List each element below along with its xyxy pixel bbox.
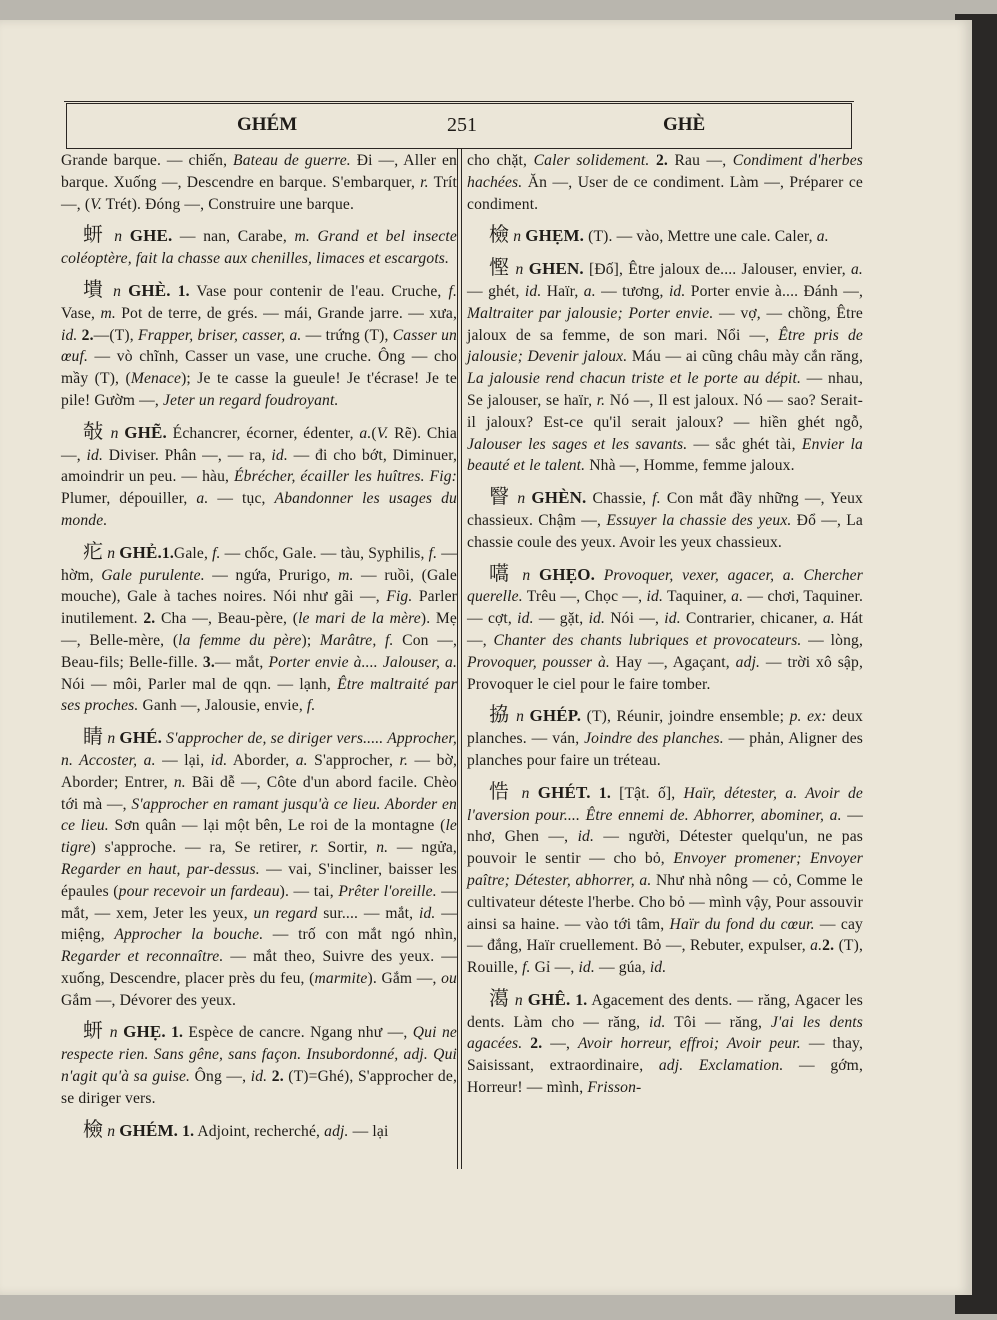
- definition-text: — ngứa, Prurigo,: [204, 566, 339, 584]
- definition-text: Gắm —, Dévorer des yeux.: [61, 991, 237, 1009]
- italic-definition: f.: [212, 544, 221, 562]
- definition-text: —(T),: [93, 326, 139, 344]
- definition-text: Đổ —, La chassie coule des yeux. Avoir les yeux chassieux.: [467, 511, 864, 551]
- definition-text: );: [301, 631, 320, 649]
- definition-text: Bãi dễ —, Côte d'un abord facile. Chèo tới mà —,: [61, 773, 458, 813]
- italic-definition: Être maltraité par ses proches.: [61, 675, 457, 715]
- chinese-character: 敧: [83, 418, 105, 443]
- italic-definition: r.: [596, 391, 606, 409]
- continued-text: [467, 150, 863, 215]
- italic-definition: Avoir horreur, effroi; Avoir peur.: [577, 1035, 801, 1053]
- italic-definition: id.: [419, 904, 436, 922]
- definition-text: ). Mẹ —, Belle-mère, (: [61, 610, 457, 649]
- dictionary-entry: [467, 486, 863, 553]
- part-of-speech: n: [517, 490, 526, 508]
- sense-number: 2.: [522, 1035, 543, 1053]
- definition-text: — gúa,: [594, 959, 650, 977]
- italic-definition: p. ex:: [789, 708, 827, 726]
- definition-text: Ăn —, User de ce condiment. Làm —, Préparer ce condiment.: [467, 173, 863, 213]
- chinese-character: 蚈: [83, 1018, 105, 1043]
- sense-number: 2.: [649, 152, 668, 169]
- italic-definition: a.: [810, 937, 823, 955]
- headword: GHẸO.: [539, 564, 596, 584]
- definition-text: —,: [542, 1035, 578, 1053]
- definition-text: — nan, Carabe,: [172, 228, 295, 246]
- definition-text: — mắt, — xem, Jeter les yeux,: [61, 882, 458, 922]
- italic-definition: Maltraiter par jalousie; Porter envie.: [467, 304, 714, 322]
- italic-definition: a.: [731, 588, 744, 606]
- italic-definition: f.: [428, 544, 438, 562]
- dictionary-entry: [467, 560, 864, 696]
- sense-number: 2.: [77, 326, 94, 344]
- dictionary-entry: [467, 224, 863, 248]
- chinese-character: 檢: [489, 222, 510, 247]
- sense-number: 1.: [590, 784, 611, 802]
- definition-text: — chơi, Taquiner. — cợt,: [467, 588, 863, 628]
- definition-text: cho chặt,: [467, 152, 534, 169]
- headword: GHE.: [129, 226, 173, 246]
- italic-definition: ou: [441, 969, 458, 987]
- definition-text: Rẽ). Chia —,: [61, 424, 457, 464]
- definition-text: — ngửa,: [388, 839, 457, 857]
- definition-text: — trứng (T),: [301, 326, 393, 344]
- definition-text: Trít —, (: [61, 173, 457, 213]
- italic-definition: r.: [310, 839, 319, 857]
- sense-number: 1.: [178, 1122, 195, 1140]
- part-of-speech: n: [522, 566, 531, 584]
- sense-number: 1.: [170, 282, 190, 300]
- italic-definition: n.: [376, 839, 389, 857]
- italic-definition: Casser un œuf.: [61, 326, 458, 366]
- italic-definition: Haïr du fond du cœur.: [669, 915, 815, 933]
- definition-text: S'approcher,: [307, 751, 400, 769]
- dictionary-entry: [467, 985, 863, 1099]
- definition-text: Máu — ai cũng châu mày cắn răng,: [627, 348, 863, 366]
- right-column: [467, 150, 863, 1108]
- italic-definition: Condiment d'herbes hachées.: [467, 152, 863, 191]
- definition-text: — tương,: [595, 282, 669, 300]
- definition-text: Contrarier, chicaner,: [680, 610, 823, 628]
- italic-definition: f.: [448, 282, 457, 300]
- definition-text: Porter envie à.... Đánh —,: [685, 282, 864, 300]
- definition-text: Nói —,: [605, 610, 665, 628]
- italic-definition: a.: [359, 424, 372, 442]
- italic-definition: Essuyer la chassie des yeux.: [606, 511, 792, 529]
- headword: GHÉM.: [119, 1120, 179, 1140]
- italic-definition: La jalousie rend chacun triste et le porte au dépit.: [467, 370, 802, 388]
- italic-definition: abhorrer, a.: [575, 871, 652, 889]
- italic-definition: id.: [250, 1068, 268, 1086]
- definition-text: Hay —, Agaçant,: [609, 653, 736, 671]
- chinese-character: 墤: [83, 276, 107, 301]
- definition-text: Gỉ —,: [530, 959, 579, 977]
- definition-text: sur.... — mắt,: [317, 904, 419, 922]
- definition-text: Diviser. Phân —, — ra,: [103, 446, 272, 464]
- dictionary-entry: [467, 704, 863, 771]
- italic-definition: Frisson-: [587, 1079, 642, 1097]
- part-of-speech: n: [516, 708, 525, 726]
- definition-text: ) s'approche. — ra, Se retirer,: [90, 839, 311, 857]
- italic-definition: a.: [822, 610, 835, 628]
- italic-definition: marmite: [314, 969, 368, 987]
- headword: GHÉP.: [529, 706, 582, 726]
- definition-text: Đi —, Aller en barque. Xuống —, Descendre en barque. S'embarquer,: [61, 152, 457, 191]
- italic-definition: a.: [583, 282, 596, 300]
- italic-definition: Gale purulente.: [101, 566, 205, 584]
- headword: GHÈN.: [531, 488, 587, 508]
- definition-text: Rau —,: [667, 152, 733, 169]
- italic-definition: Abandonner les usages du monde.: [61, 490, 457, 529]
- definition-text: Hát —,: [467, 610, 863, 649]
- definition-text: — bờ, Aborder; Entrer,: [61, 751, 458, 791]
- part-of-speech: n: [513, 228, 522, 246]
- continued-text: [61, 150, 457, 215]
- italic-definition: Regarder en haut, par-dessus.: [61, 860, 260, 878]
- italic-definition: r.: [420, 173, 429, 191]
- italic-definition: Provoquer, pousser à.: [467, 653, 610, 671]
- definition-text: — thay, Saisissant, extraordinaire,: [467, 1035, 863, 1075]
- dictionary-entry: [467, 257, 863, 477]
- definition-text: Vase pour contenir de l'eau. Cruche,: [189, 282, 449, 300]
- definition-text: Grande barque. — chiến,: [61, 152, 234, 169]
- italic-definition: id.: [646, 588, 664, 606]
- definition-text: — cay — đắng, Haïr cruellement. Bỏ —, Rebuter, expulser,: [467, 915, 863, 955]
- italic-definition: Ébrécher, écailler les huîtres. Fig:: [233, 468, 457, 486]
- italic-definition: id.: [664, 610, 681, 628]
- italic-definition: le mari de la mère: [298, 610, 421, 628]
- italic-definition: Envier la beauté et le talent.: [467, 435, 863, 475]
- definition-text: — sắc ghét tài,: [687, 435, 802, 453]
- definition-text: — miệng,: [61, 904, 458, 944]
- definition-text: Pot de terre, de grés. — mái, Grande jarre. — xưa,: [115, 304, 458, 322]
- italic-definition: a.: [850, 261, 863, 279]
- definition-text: Trêu —, Chọc —,: [522, 588, 647, 606]
- headword: GHẸ.: [123, 1022, 166, 1042]
- headword: GHẺ.: [119, 542, 162, 562]
- definition-text: ). Gắm —,: [367, 969, 442, 987]
- running-header: [66, 103, 852, 149]
- italic-definition: id.: [588, 610, 606, 628]
- italic-definition: m.: [338, 566, 354, 584]
- italic-definition: id.: [86, 446, 104, 464]
- italic-definition: V.: [376, 424, 389, 442]
- definition-text: — trố con mắt ngó nhìn,: [263, 926, 457, 944]
- definition-text: Haïr,: [541, 282, 584, 300]
- part-of-speech: n: [110, 424, 119, 442]
- definition-text: Sơn quân — lại một bên, Le roi de la montagne (: [108, 817, 446, 835]
- definition-text: — gặt,: [533, 610, 589, 628]
- italic-definition: m.: [100, 304, 116, 322]
- definition-text: — lòng,: [801, 631, 864, 649]
- italic-definition: S'approcher en ramant jusqu'à ce lieu. Aborder en ce lieu.: [61, 795, 457, 835]
- dictionary-entry: [61, 276, 458, 412]
- definition-text: Parler inutilement.: [61, 588, 457, 628]
- definition-text: Ganh —, Jalousie, envie,: [138, 697, 307, 715]
- chinese-character: 嚆: [489, 560, 514, 585]
- sense-number: 1.: [570, 991, 588, 1009]
- chinese-character: 悎: [489, 778, 514, 803]
- italic-definition: f.: [652, 490, 661, 508]
- header-last-word: GHÈ: [663, 114, 706, 135]
- chinese-character: 慳: [489, 255, 511, 280]
- part-of-speech: n: [107, 1122, 116, 1140]
- part-of-speech: n: [107, 730, 116, 748]
- chinese-character: 疕: [83, 538, 104, 563]
- definition-text: Tôi — răng,: [665, 1013, 771, 1031]
- sense-number: 2.: [822, 937, 835, 955]
- headword: GHẼ.: [124, 422, 167, 442]
- italic-definition: adj.: [324, 1122, 349, 1140]
- definition-text: (T), Rouille,: [467, 937, 863, 977]
- part-of-speech: n: [109, 1024, 118, 1042]
- italic-definition: id.: [668, 282, 686, 300]
- italic-definition: un regard: [253, 904, 318, 922]
- definition-text: Agacement des dents. — răng, Agacer les dents. Làm cho — răng,: [467, 991, 863, 1031]
- definition-text: Trét). Đóng —, Construire une barque.: [101, 195, 355, 213]
- definition-text: — tục,: [208, 490, 275, 508]
- definition-text: Sortir,: [318, 839, 377, 857]
- column-divider: [457, 149, 462, 1169]
- headword: GHẸM.: [525, 226, 585, 246]
- italic-definition: Haïr, détester, a. Avoir de l'aversion pour.... Être ennemi de. Abhorrer, abominer, a.: [467, 784, 863, 824]
- italic-definition: a.: [816, 228, 829, 246]
- chinese-character: 蚈: [83, 222, 107, 247]
- definition-text: deux planches. — ván,: [467, 708, 863, 748]
- definition-text: Nói — môi, Parler mal de qqn. — lạnh,: [61, 675, 338, 693]
- italic-definition: Approcher la bouche.: [114, 926, 264, 944]
- definition-text: Plumer, dépouiller,: [61, 490, 197, 508]
- definition-text: — mắt,: [214, 653, 269, 671]
- definition-text: — hờm,: [61, 544, 457, 584]
- chinese-character: 檢: [83, 1116, 104, 1141]
- left-column: [61, 150, 457, 1151]
- headword: GHÊ.: [527, 989, 571, 1009]
- definition-text: — chốc, Gale. — tàu, Syphilis,: [220, 544, 429, 562]
- italic-definition: adj.: [735, 653, 761, 671]
- definition-text: Adjoint, recherché,: [194, 1122, 325, 1140]
- part-of-speech: n: [107, 544, 116, 562]
- definition-text: — lại: [348, 1122, 389, 1140]
- definition-text: Taquiner,: [663, 588, 732, 606]
- part-of-speech: n: [113, 282, 122, 300]
- dictionary-entry: [61, 418, 457, 532]
- definition-text: Cha —, Beau-père, (: [155, 610, 299, 628]
- headword: GHEN.: [528, 259, 584, 279]
- italic-definition: Qui ne respecte rien. Sans gêne, sans façon. Insubordonné, adj. Qui n'agit qu'à sa guise.: [61, 1024, 457, 1086]
- definition-text: (: [371, 424, 377, 442]
- italic-definition: id.: [271, 446, 288, 464]
- definition-text: Nhà —, Homme, femme jaloux.: [585, 457, 795, 475]
- italic-definition: id.: [517, 610, 534, 628]
- sense-number: 3.: [202, 653, 215, 671]
- definition-text: Nó —, Il est jaloux. Nó — sao? Serait-il jaloux? Est-ce qu'il serait jaloux? — hiền ghét ngỗ,: [467, 391, 863, 431]
- italic-definition: Être pris de jalousie; Devenir jaloux.: [467, 326, 863, 366]
- italic-definition: r.: [399, 751, 409, 769]
- definition-text: — gớm, Horreur! — mình,: [467, 1057, 863, 1097]
- headword: GHÈ.: [128, 280, 171, 300]
- headword: GHÉT.: [537, 782, 591, 802]
- definition-text: — nhơ, Ghen —,: [467, 806, 863, 846]
- italic-definition: la femme du père: [178, 631, 302, 649]
- definition-text: — ghét,: [467, 282, 525, 300]
- definition-text: Ông —,: [190, 1068, 251, 1086]
- definition-text: ); Je te casse la gueule! Je t'écrase! Je te pile! Gườm —,: [61, 370, 457, 409]
- italic-definition: Fig.: [386, 588, 413, 606]
- italic-definition: pour recevoir un fardeau: [118, 882, 280, 900]
- headword: GHÉ.: [119, 728, 163, 748]
- dictionary-entry: [61, 726, 457, 1011]
- sense-number: 1.: [161, 544, 174, 562]
- definition-text: Aborder,: [227, 751, 296, 769]
- definition-text: — nhau, Se jalouser, se haïr,: [467, 370, 863, 409]
- italic-definition: Marâtre, f.: [319, 631, 394, 649]
- definition-text: Chassie,: [586, 490, 653, 508]
- definition-text: (T). — vào, Mettre une cale. Caler,: [584, 228, 817, 246]
- italic-definition: id.: [210, 751, 228, 769]
- italic-definition: Jeter un regard foudroyant.: [162, 391, 339, 409]
- italic-definition: id.: [649, 959, 667, 977]
- italic-definition: adj. Exclamation.: [658, 1057, 784, 1075]
- italic-definition: Menace: [130, 370, 182, 388]
- italic-definition: Porter envie à.... Jalouser, a.: [268, 653, 458, 671]
- italic-definition: Bateau de guerre.: [233, 152, 351, 169]
- part-of-speech: n: [515, 261, 524, 279]
- italic-definition: Chanter des chants lubriques et provocateurs.: [493, 631, 802, 649]
- definition-text: Con —, Beau-fils; Belle-fille.: [61, 631, 458, 671]
- italic-definition: id.: [524, 282, 542, 300]
- italic-definition: m. Grand et bel insecte coléoptère, fait la chasse aux chenilles, limaces et escargots.: [61, 228, 457, 268]
- definition-text: Échancrer, écorner, édenter,: [166, 424, 360, 442]
- dictionary-entry: [61, 1116, 457, 1143]
- part-of-speech: n: [114, 228, 123, 246]
- definition-text: Gale,: [173, 544, 213, 562]
- dictionary-entry: [61, 1020, 457, 1109]
- italic-definition: Joindre des planches.: [584, 730, 724, 748]
- definition-text: — vai, S'incliner, baisser les épaules (: [61, 860, 457, 900]
- sense-number: 2.: [267, 1068, 284, 1086]
- sense-number: 2.: [143, 610, 156, 628]
- italic-definition: V.: [90, 195, 102, 213]
- italic-definition: le tigre: [61, 817, 457, 857]
- sense-number: 1.: [165, 1024, 184, 1042]
- italic-definition: n.: [173, 773, 186, 791]
- italic-definition: id.: [577, 828, 595, 846]
- italic-definition: Provoquer, vexer, agacer, a. Chercher querelle.: [467, 566, 863, 606]
- page-number: 251: [447, 114, 477, 136]
- chinese-character: 睛: [83, 724, 104, 749]
- definition-text: — trời xô sập, Provoquer le ciel pour le faire tomber.: [467, 653, 863, 693]
- definition-text: — ruồi, (Gale mouche), Gale à taches noires. Nói như gãi —,: [61, 566, 457, 606]
- definition-text: — vò chĩnh, Casser un vase, une cruche. Ông — cho mầy (T), (: [61, 348, 457, 388]
- definition-text: — lại,: [155, 751, 211, 769]
- definition-text: — người, Détester quelqu'un, ne pas pouvoir le sentir — cho bỏ,: [467, 828, 864, 868]
- dictionary-entry: [61, 538, 458, 717]
- definition-text: [Đố], Être jaloux de.... Jalouser, envier,: [583, 261, 851, 279]
- italic-definition: id.: [649, 1013, 666, 1031]
- definition-text: (T), Réunir, joindre ensemble;: [581, 708, 790, 726]
- chinese-character: 拹: [489, 702, 511, 727]
- dictionary-entry: [61, 224, 457, 270]
- italic-definition: Prêter l'oreille.: [338, 882, 437, 900]
- italic-definition: S'approcher de, se diriger vers..... Approcher, n. Accoster, a.: [61, 730, 457, 769]
- italic-definition: Regarder et reconnaître.: [61, 948, 224, 966]
- italic-definition: Frapper, briser, casser, a.: [138, 326, 302, 344]
- chinese-character: 㵧: [489, 985, 511, 1010]
- definition-text: — vợ, — chồng, Être jaloux de sa femme, de son mari. Nổi —,: [467, 304, 863, 344]
- chinese-character: 瞖: [489, 484, 512, 509]
- part-of-speech: n: [514, 991, 523, 1009]
- italic-definition: J'ai les dents agacées.: [467, 1013, 863, 1053]
- definition-text: Con mắt đầy những —, Yeux chassieux. Chậm —,: [467, 490, 863, 529]
- definition-text: — phản, Aligner des planches pour faire un tréteau.: [467, 730, 863, 769]
- part-of-speech: n: [521, 784, 530, 802]
- italic-definition: f.: [306, 697, 316, 715]
- italic-definition: id.: [578, 959, 595, 977]
- italic-definition: f.: [522, 959, 531, 977]
- definition-text: Vase,: [61, 304, 101, 322]
- definition-text: — đi cho bớt, Diminuer, amoindrir un peu. — hàu,: [61, 446, 457, 486]
- definition-text: [Tật. ố],: [610, 784, 684, 802]
- definition-text: Espèce de cancre. Ngang như —,: [183, 1024, 413, 1042]
- header-first-word: GHÉM: [237, 114, 298, 135]
- italic-definition: Caler solidement.: [533, 152, 650, 169]
- definition-text: (T)=Ghé), S'approcher de, se diriger vers.: [61, 1068, 457, 1107]
- italic-definition: Jalouser les sages et les savants.: [467, 435, 688, 453]
- definition-text: ). — tai,: [279, 882, 339, 900]
- italic-definition: a.: [196, 490, 209, 508]
- definition-text: Như nhà nông — cỏ, Comme le cultivateur déteste l'herbe. Cho bỏ — mình vậy, Pour assouvir ainsi sa haine. — vào tới tâm,: [467, 871, 863, 933]
- definition-text: — mắt theo, Suivre des yeux. — xuống, Descendre, placer près du feu, (: [61, 948, 457, 987]
- italic-definition: id.: [61, 326, 78, 344]
- italic-definition: a.: [295, 751, 308, 769]
- dictionary-entry: [467, 778, 864, 979]
- italic-definition: Envoyer promener; Envoyer paître; Détester,: [467, 850, 863, 889]
